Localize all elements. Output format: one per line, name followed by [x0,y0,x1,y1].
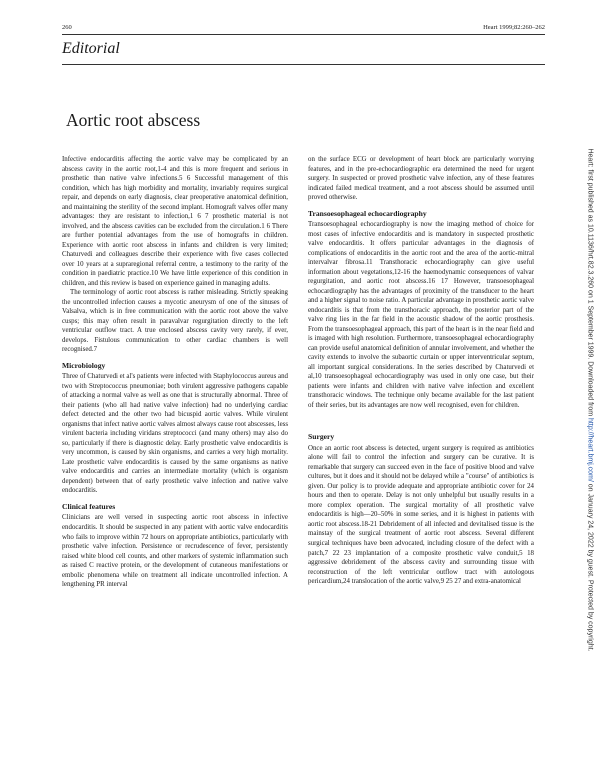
right-column [308,155,534,587]
surgery-paragraph: Once an aortic root abscess is detected, urgent surgery is required as antibiotics alone will fail to control the infection and surgery can be curative. It is remarkable that surgery can succeed even in the face of positive blood and valve cultures, but it does and it should not be delayed while a "course" of antibiotics is given. Our policy is to provide adequate and appropriate antibiotic cover for 24 hours and then to operate. Delay is not only unhelpful but usually results in a more complex operation. The surgical mortality of all prosthetic valve endocarditis is high—20–50% in some series, and it is highest in patients with aortic root abscess.18-21 Debridement of all infected and devitalised tissue is the mainstay of the surgical treatment of aortic root abscess. Several different surgical techniques have been advocated, including closure of the defect with a patch,7 22 23 implantation of a composite prosthetic valve conduit,5 18 aggressive debridement of the abscess cavity and surrounding tissue with reconstruction of the left ventricular outflow tract with autologous pericardium,24 translocation of the aortic valve,9 25 27 and extra-anatomical [308,444,534,586]
surgery-heading: Surgery [308,432,335,442]
article-title: Aortic root abscess [66,110,201,130]
intro-paragraph-2: The terminology of aortic root abscess is rather misleading. Strictly speaking the uncontrolled infection causes a mycotic aneurysm of one of the sinuses of Valsalva, which is in free communication with the aortic root above the valve cusps; this may often result in paravalvar regurgitation directly to the left ventricular outflow tract. A true enclosed abscess cavity very rarely, if ever, develops. Fistulous communication to other cardiac chambers is well recognised.7 [62,289,288,354]
heart-journal-link[interactable]: http://heart.bmj.com/ [586,418,594,482]
section-rule [62,64,545,65]
intro-paragraph-1: Infective endocarditis affecting the aortic valve may be complicated by an abscess cavity in the aortic root,1-4 and this is more frequent and serious in prosthetic than native valve infections.5 6 Successful management of this condition, which has high morbidity and mortality, invariably requires surgical repair, and depends on early diagnosis, clear preoperative anatomical definition, and maintaining the sterility of the second implant. Homograft valves offer many advantages: they are resistant to infection,1 6 7 prosthetic material is not involved, and the abscess cavities can be excluded from the circulation.1 6 There are further potential advantages from the use of homografts in children. Experience with aortic root abscess in infants and children is very limited; Chaturvedi and colleagues describe their experience with five cases collected over 10 years at a supraregional referral centre, a testimony to the rarity of the condition in paediatric practice.10 We have little experience of this condition in children, and this review is based on experience gained in managing adults. [62,156,288,287]
microbiology-paragraph: Three of Chaturvedi et al's patients were infected with Staphylococcus aureus and two with Streptococcus pneumoniae; both virulent aggressive pathogens capable of attacking a normal valve as well as one that is structurally abnormal. Three of their patients (who all had native valve infection) had no underlying cardiac defect detected and the other two had bicuspid aortic valves. While virulent organisms that infect native aortic valves almost always cause root abscesses, less virulent bacteria including viridans streptococci (and many others) may also do so, particularly if there is diagnostic delay. Early prosthetic valve endocarditis is very uncommon, is caused by skin organisms, and carries a very high mortality. Late prosthetic valve endocarditis is caused by the same organisms as native valve endocarditis and carries an intermediate mortality (which is organism dependent) between that of early prosthetic valve infection and native valve endocarditis. [62,373,288,495]
page-number: 260 [62,24,72,31]
header-rule [62,34,545,35]
clinical-features-heading: Clinical features [62,502,116,511]
sidebar-note-suffix: on January 24, 2022 by guest. Protected by copyright. [586,481,594,652]
download-sidebar-note [587,148,594,651]
sidebar-note-prefix: Heart: first published as 10.1136/hrt.82.3.260 on 1 September 1999. Downloaded from [586,148,594,419]
microbiology-heading: Microbiology [62,360,106,370]
tee-heading: Transoesophageal echocardiography [308,208,427,218]
journal-reference: Heart 1999;82:260–262 [483,24,545,31]
clinical-features-paragraph: Clinicians are well versed in suspecting aortic root abscess in infective endocarditis. It should be suspected in any patient with aortic valve endocarditis who fails to improve within 72 hours on appropriate antibiotics, particularly with prosthetic valve infection. Persistence or recrudescence of fever, persistently raised white blood cell counts, and other markers of systemic inflammation such as raised C reactive protein, or the development of cutaneous manifestations or embolic phenomena while on treatment all indicate uncontrolled infection. A lengthening PR interval [62,514,288,589]
tee-paragraph: Transoesophageal echocardiography is now the imaging method of choice for most cases of infective endocarditis and is mandatory in suspected prosthetic valve endocarditis. It offers particular advantages in the diagnosis of complications of endocarditis in the aortic root and the area of the aortic-mitral intervalvar fibrosa.11 Transthoracic echocardiography can give useful information about vegetations,12-16 the haemodynamic consequences of valvar regurgitation, and aortic root abscess.16 17 However, transoesophageal echocardiography has the advantages of proximity of the transducer to the heart and a higher signal to noise ratio. A particular advantage in prosthetic aortic valve endocarditis is that from the transthoracic approach, the posterior part of the valve ring lies in the far field in the acoustic shadow of the aortic prosthesis. From the transoesophageal approach, this part of the heart is in the near field and is imaged with high resolution. Furthermore, transoesophageal echocardiography can provide useful anatomical definition of annular involvement, and whether the cavity extends to involve the subaortic curtain or upper interventricular septum, all important surgical considerations. In the series described by Chaturvedi et al,10 transoesophageal echocardiography was used in only one case, but their patients were infants and children with native valve infection and excellent transthoracic windows. The technique only became available for the last patient of their series, but its advantages are now well recognised, even for children. [308,221,534,409]
left-column [62,155,288,590]
continued-paragraph: on the surface ECG or development of heart block are particularly worrying features, and in the pre-echocardiographic era determined the need for urgent surgery. In suspected or proved prosthetic valve infection, any of these features indicated failed medical treatment, and a root abscess should be assumed until proved otherwise. [308,156,534,202]
section-label: Editorial [62,40,120,57]
